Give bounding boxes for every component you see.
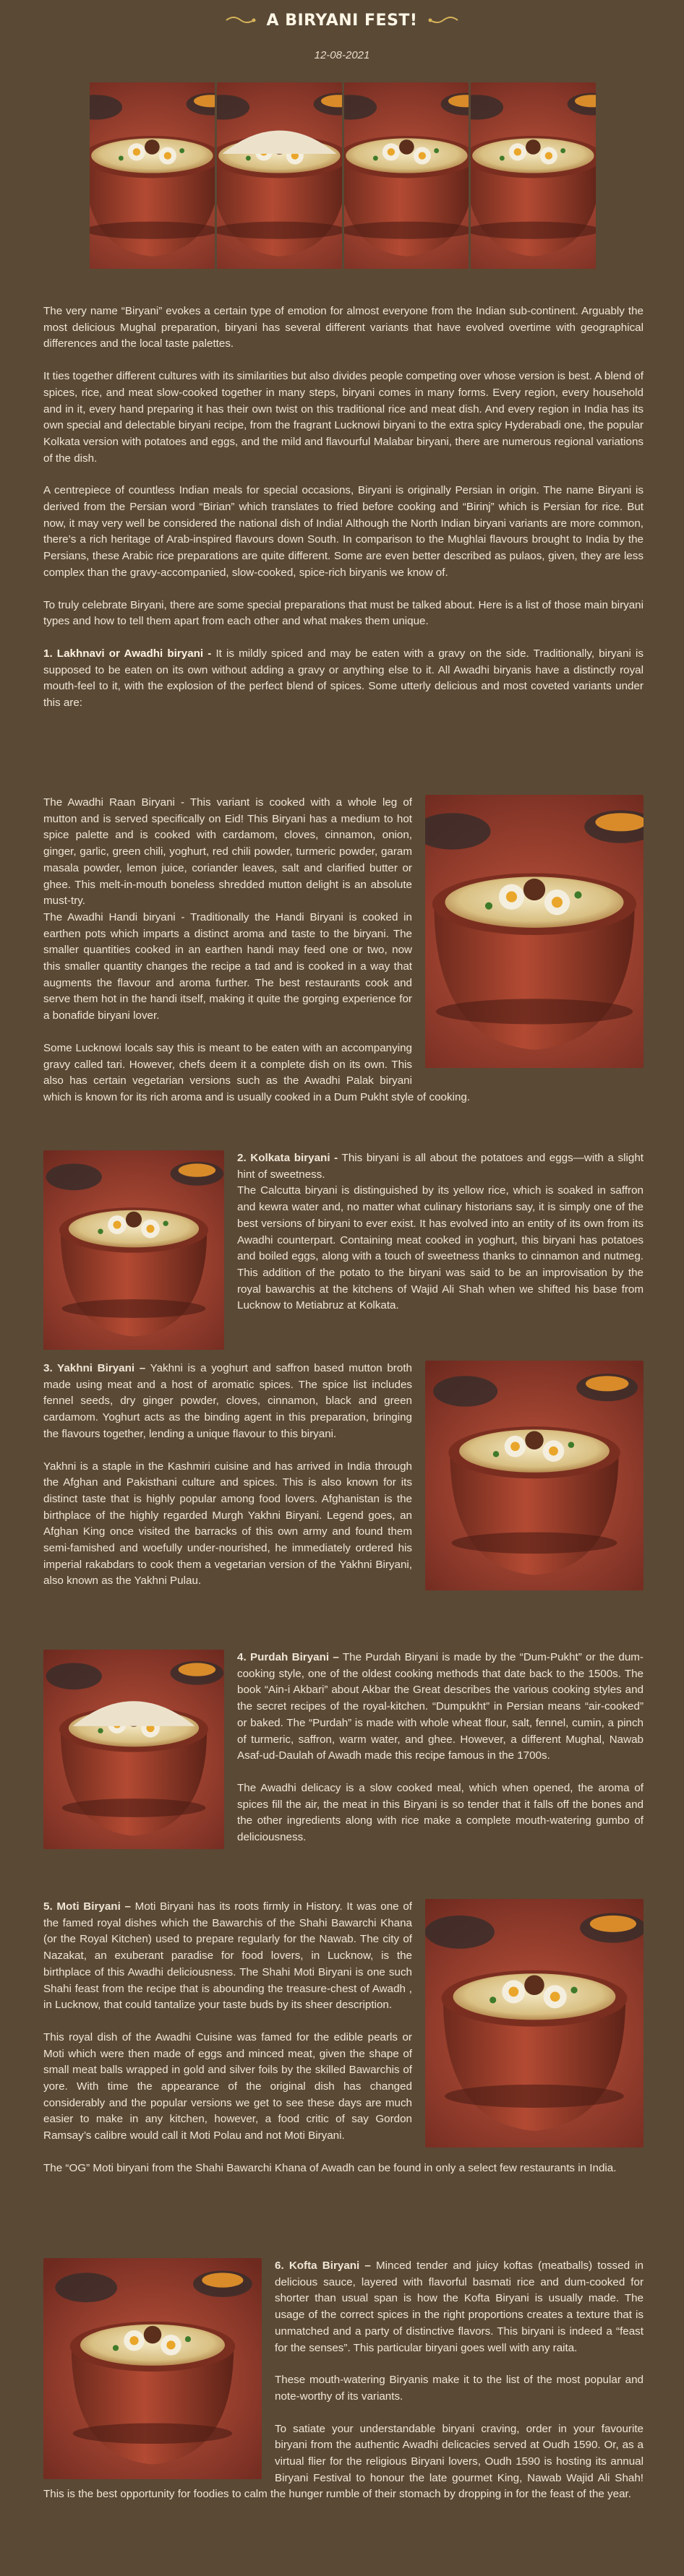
yakhni-paragraph: Yakhni is a staple in the Kashmiri cuisine and has arrived in India through the Afghan and Pakisthani culture and spices. This is also known for its distinct taste that is highly popular among food lovers. Afghanistan is the birthplace of the highly regarded Murgh Yakhni Biryani. Legend goes, an Afghan King once visited the barracks of this own army and found them semi-famished and woefully under-nourished, he immediately ordered his imperial rakabdars to cook them a vegetarian version of the Yakhni Biryani, also known as the Yakhni Pulau.: [43, 1460, 412, 1588]
page-title: A BIRYANI FEST!: [266, 11, 418, 30]
lakhnavi-section: [43, 795, 644, 1106]
intro-paragraph: To truly celebrate Biryani, there are some special preparations that must be talked about. Here is a list of those main biryani types and how to tell them apart from each other and what makes them unique.: [43, 598, 644, 628]
kofta-heading: 6. Kofta Biryani –: [275, 2260, 371, 2272]
intro-paragraph: The very name “Biryani” evokes a certain type of emotion for almost everyone from the Indian sub-continent. Arguably the most delicious Mughal preparation, biryani has several different variants that have evolved overtime with geographical differences and the local taste palettes.: [43, 305, 644, 350]
moti-note: The “OG” Moti biryani from the Shahi Bawarchi Khana of Awadh can be found in only a select few restaurants in India.: [43, 2161, 617, 2174]
moti-heading: 5. Moti Biryani –: [43, 1900, 131, 1913]
lakhnavi-photo-icon: [425, 795, 644, 1068]
yakhni-photo-icon: [425, 1361, 644, 1590]
purdah-text: The Purdah Biryani is made by the “Dum-Pukht” or the dum-cooking style, one of the oldest cooking methods that date back to the 1500s. The book “Ain-i Akbari” about Akbar the Great describes the various cooking styles and the secret recipes of the royal-kitchen. “Dumpukht” in Persian means “air-cooked” or baked. The “Purdah” is made with whole wheat flour, salt, fennel, cumin, a pinch of turmeric, saffron, warm water, and ghee. However, a different Mughal, Nawab Asaf-ud-Daulah of Awadh made this recipe famous in the 1700s.: [237, 1651, 644, 1762]
flourish-left-icon: [225, 14, 257, 27]
purdah-photo-icon: [43, 1650, 224, 1849]
kolkata-section: [43, 1150, 644, 1356]
moti-photo-icon: [425, 1899, 644, 2148]
biryani-egg-photo-icon: [90, 82, 215, 269]
purdah-heading: 4. Purdah Biryani –: [237, 1651, 339, 1663]
handi-paragraph: The Awadhi Handi biryani - Traditionally the Handi Biryani is cooked in earthen pots which imparts a distinct aroma and taste to the biryani. The smaller quantities cooked in an earthen handi may feed one or two, now this smaller quantity changes the recipe a tad and is cooked in a way that augments the flavour and aroma further. The best restaurants cook and serve them hot in the handi itself, making it quite the gorging experience for a bonafide biryani lover.: [43, 910, 412, 1022]
photo-gallery: [90, 82, 596, 269]
moti-paragraph: This royal dish of the Awadhi Cuisine was famed for the edible pearls or Moti which were then made of eggs and minced meat, given the shape of small meat balls wrapped in gold and silver foils by the skilled Bawarchis of yore. With time the appearance of the original dish has changed considerably and the popular versions we get to see these days are much easier to make in any kitchen, however, a food critic of say Gordon Ramsay’s calibre would call it Moti Polau and not Moti Biryani.: [43, 2030, 412, 2142]
kolkata-photo-icon: [43, 1150, 224, 1350]
intro-text: [43, 303, 644, 728]
intro-paragraph: It ties together different cultures with its similarities but also divides people competing over whose version is best. A blend of spices, rice, and meat slow-cooked together in many steps, biryani comes in many forms. Every region, every household and in it, every hand preparing it has their own twist on this traditional rice and meat dish. And every region in India has its own special and delectable biryani recipe, from the fragrant Lucknowi biryani to the extra spicy Hyderabadi one, the popular Kolkata version with potatoes and eggs, and the mild and flavourful Malabar biryani, there are numerous regional variations of the dish.: [43, 370, 644, 465]
lakhnavi-intro: [43, 646, 644, 712]
kolkata-paragraph: The Calcutta biryani is distinguished by its yellow rice, which is soaked in saffron and kewra water and, no matter what culinary historians say, it is simply one of the best versions of biryani to ever exist. It has evolved into an entity of its own from its Awadhi counterpart. Containing meat cooked in yoghurt, this biryani has potatoes and boiled eggs, along with a touch of sweetness thanks to cinnamon and nutmeg. This addition of the potato to the biryani was said to be an improvisation by the royal bawarchis at the kitchens of Wajid Ali Shah when we shifted his base from Lucknow to Metiabruz at Kolkata.: [237, 1184, 644, 1312]
raan-paragraph: The Awadhi Raan Biryani - This variant is cooked with a whole leg of mutton and is served specifically on Eid! This Biryani has a medium to hot spice palette and is cooked with cardamom, cloves, cinnamon, onion, ginger, garlic, green chili, yoghurt, red chili powder, turmeric powder, garam masala powder, lemon juice, coriander leaves, salt and clarified butter or ghee. This melt-in-mouth boneless shredded mutton delight is an absolute must-try.: [43, 796, 412, 908]
yakhni-heading: 3. Yakhni Biryani –: [43, 1362, 146, 1374]
kolkata-text: This biryani is all about the potatoes and eggs—with a slight hint of sweetness.: [237, 1152, 644, 1181]
locals-paragraph: Some Lucknowi locals say this is meant to be eaten with an accompanying gravy called tari. However, chefs deem it a complete dish on its own. This also has certain vegetarian versions such as the Awadhi Palak biryani which is known for its rich aroma and is usually cooked in a Dum Pukht style of cooking.: [43, 1041, 471, 1103]
yakhni-section: [43, 1361, 644, 1596]
kofta-paragraph: These mouth-watering Biryanis make it to the list of the most popular and note-worthy of its variants.: [275, 2374, 644, 2403]
post-date: 12-08-2021: [314, 49, 370, 61]
kofta-closing: To satiate your understandable biryani craving, order in your favourite biryani from the authentic Awadhi delicacies served at Oudh 1590. Or, as a virtual flier for the religious Biryani lovers, Oudh 1590 is hosting its annual Biryani Festival to honour the late gourmet King, Nawab Wajid Ali Shah! This is the best opportunity for foodies to calm the hunger rumble of their stomach by dropping in for the feast of the year.: [43, 2422, 644, 2501]
kofta-section: [43, 2258, 644, 2503]
intro-paragraph: A centrepiece of countless Indian meals for special occasions, Biryani is originally Persian in origin. The name Biryani is derived from the Persian word “Birian” which translates to fried before cooking and “Birinj” which is Persian for rice. But now, it may very well be considered the national dish of India! Although the North Indian biryani variants are more common, there’s a rich heritage of Arab-inspired flavours down South. In comparison to the Mughlai flavours brought to India by the Persians, these Arabic rice preparations are quite different. Some are even better described as pulaos, given, they are less complex than the gravy-accompanied, slow-cooked, spice-rich biryanis we know of.: [43, 484, 644, 579]
biryani-pot-photo-icon: [217, 82, 342, 269]
kolkata-heading: 2. Kolkata biryani -: [237, 1152, 338, 1164]
moti-section: [43, 1899, 644, 2177]
biryani-plate-photo-icon: [471, 82, 596, 269]
kofta-photo-icon: [43, 2258, 262, 2479]
yakhni-text: Yakhni is a yoghurt and saffron based mutton broth made using meat and a host of aromatic spices. The spice list includes fennel seeds, dry ginger powder, cloves, cinnamon, black and green cardamom. Yoghurt acts as the binding agent in this preparation, bringing the flavours together, lending a unique flavour to this biryani.: [43, 1362, 412, 1440]
biryani-bowl-photo-icon: [344, 82, 469, 269]
lakhnavi-heading: 1. Lakhnavi or Awadhi biryani -: [43, 647, 212, 660]
moti-text: Moti Biryani has its roots firmly in History. It was one of the famed royal dishes which the Bawarchis of the Shahi Bawarchi Khana (or the Royal Kitchen) used to prepare regularly for the Nawab. The city of Nazakat, an exuberant paradise for food lovers, in Lucknow, is the birthplace of this Awadhi deliciousness. The Shahi Moti Biryani is one such Shahi feast from the recipe that is abounding the treasure-chest of Awadh , in Lucknow, that could tantalize your taste buds by its sheer description.: [43, 1900, 413, 2012]
kofta-text: Minced tender and juicy koftas (meatballs) tossed in delicious sauce, layered with flavorful basmati rice and dum-cooked for shorter than usual span is how the Kofta Biryani is usually made. The usage of the correct spices in the right proportions creates a texture that is unmatched and a party of distinctive flavors. This biryani is indeed a “feast for the senses”. This particular biryani goes well with any raita.: [275, 2260, 644, 2354]
flourish-right-icon: [427, 14, 459, 27]
page-header: [0, 6, 684, 61]
lakhnavi-text: It is mildly spiced and may be eaten with a gravy on the side. Traditionally, biryani is supposed to be eaten on its own without adding a gravy or anything else to it. All Awadhi biryanis have a distinctly royal mouth-feel to it, with the explosion of the perfect blend of spices. Some utterly delicious and most coveted variants under this are:: [43, 647, 644, 710]
purdah-paragraph: The Awadhi delicacy is a slow cooked meal, which when opened, the aroma of spices fill the air, the meat in this Biryani is so tender that it falls off the bones and the other ingredients along with rice make a complete mouth-watering gumbo of deliciousness.: [237, 1781, 644, 1844]
purdah-section: [43, 1650, 644, 1855]
